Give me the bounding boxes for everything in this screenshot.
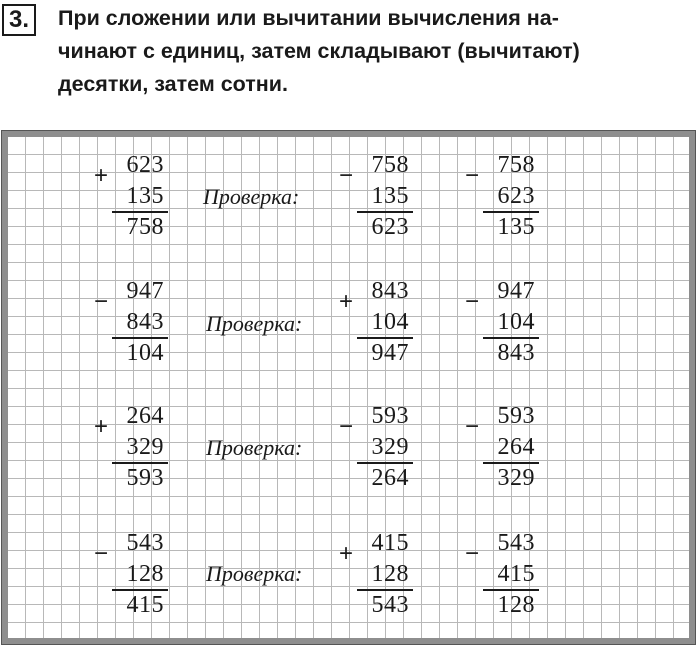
operand-2: 135 [126, 183, 164, 209]
operand-2: 104 [497, 309, 535, 335]
check-label: Проверка: [203, 184, 300, 209]
operand-1: 843 [371, 278, 409, 304]
operator-sign: + [94, 413, 109, 440]
operand-1: 593 [497, 403, 535, 429]
result: 415 [126, 592, 164, 618]
operand-2: 329 [371, 434, 409, 460]
check-label: Проверка: [206, 561, 303, 586]
result: 947 [371, 340, 409, 366]
operand-2: 843 [126, 309, 164, 335]
operand-2: 415 [497, 561, 535, 587]
operand-1: 758 [371, 152, 409, 178]
operator-sign: − [465, 162, 480, 189]
result: 758 [126, 214, 164, 240]
operator-sign: − [465, 540, 480, 567]
task-statement [58, 2, 698, 101]
result: 264 [371, 465, 409, 491]
operator-sign: + [339, 540, 354, 567]
operator-sign: − [465, 413, 480, 440]
operand-1: 264 [126, 403, 164, 429]
operand-2: 128 [371, 561, 409, 587]
operator-sign: − [339, 413, 354, 440]
operand-1: 543 [497, 530, 535, 556]
operator-sign: − [94, 540, 109, 567]
operand-1: 758 [497, 152, 535, 178]
result: 329 [497, 465, 535, 491]
check-label: Проверка: [206, 435, 303, 460]
operand-1: 947 [497, 278, 535, 304]
operand-2: 329 [126, 434, 164, 460]
result: 843 [497, 340, 535, 366]
task-line-1: При сложении или вычитании вычисления на- [58, 6, 559, 30]
check-label: Проверка: [206, 311, 303, 336]
operand-2: 104 [371, 309, 409, 335]
operator-sign: + [94, 162, 109, 189]
result: 543 [371, 592, 409, 618]
result: 135 [497, 214, 535, 240]
operand-2: 264 [497, 434, 535, 460]
task-line-3: десятки, затем сотни. [58, 72, 288, 96]
operator-sign: − [465, 288, 480, 315]
operand-1: 947 [126, 278, 164, 304]
result: 104 [126, 340, 164, 366]
result: 593 [126, 465, 164, 491]
result: 623 [371, 214, 409, 240]
grid-paper [2, 131, 695, 644]
task-line-2: чинают с единиц, затем складывают (вычитают) [58, 39, 580, 63]
operand-2: 623 [497, 183, 535, 209]
task-number: 3. [2, 4, 36, 36]
operand-2: 128 [126, 561, 164, 587]
operand-1: 623 [126, 152, 164, 178]
operand-1: 543 [126, 530, 164, 556]
operator-sign: − [339, 162, 354, 189]
operand-2: 135 [371, 183, 409, 209]
result: 128 [497, 592, 535, 618]
operand-1: 415 [371, 530, 409, 556]
operand-1: 593 [371, 403, 409, 429]
operator-sign: + [339, 288, 354, 315]
operator-sign: − [94, 288, 109, 315]
